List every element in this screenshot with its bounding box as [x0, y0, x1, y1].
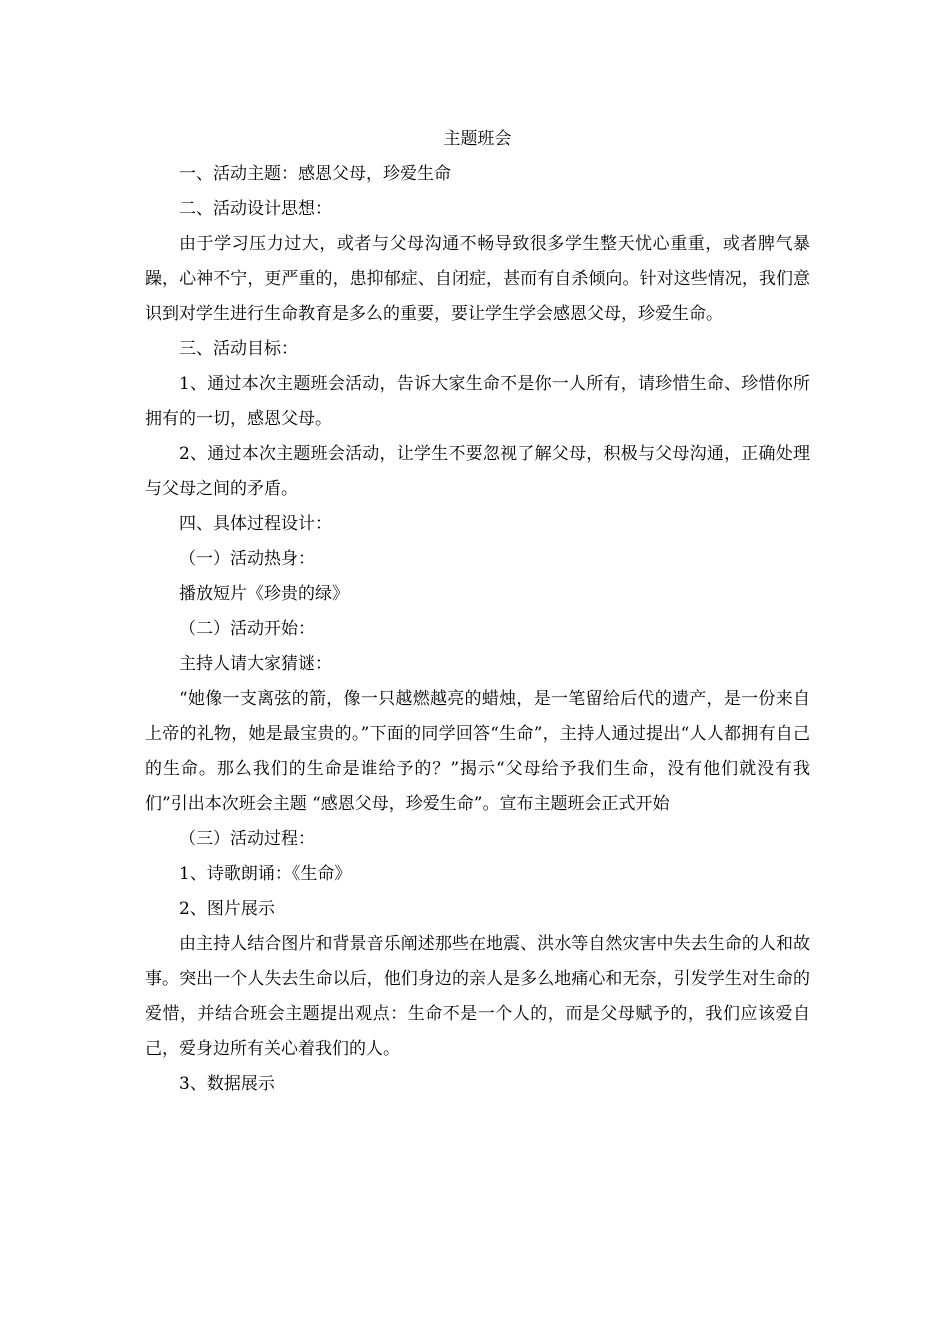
- activity-item-3: 3、数据展示: [179, 1074, 275, 1094]
- section-heading-design-idea: 二、活动设计思想：: [179, 199, 332, 219]
- paragraph-riddle: “她像一支离弦的箭，像一只越燃越亮的蜡烛，是一笔留给后代的遗产，是一份来自上帝的礼物，她是最宝贵的。”下面的同学回答“生命”，主持人通过提出“人人都拥有自己的生命。那么我们的生命是谁给予的？”揭示“父母给予我们生命，没有他们就没有我们”引出本次班会主题 “感恩父母，珍爱生命”。宣布主题班会正式开始: [145, 689, 810, 814]
- subheading-warmup: （一）活动热身：: [179, 549, 315, 569]
- section-heading-theme: 一、活动主题：感恩父母，珍爱生命: [179, 164, 451, 184]
- activity-item-1: 1、诗歌朗诵：《生命》: [179, 864, 352, 884]
- document-page: [145, 122, 810, 1102]
- section-heading-process: 四、具体过程设计：: [179, 514, 332, 534]
- paragraph-pictures: 由主持人结合图片和背景音乐阐述那些在地震、洪水等自然灾害中失去生命的人和故事。突出一个人失去生命以后，他们身边的亲人是多么地痛心和无奈，引发学生对生命的爱惜，并结合班会主题提出观点：生命不是一个人的，而是父母赋予的，我们应该爱自己，爱身边所有关心着我们的人。: [145, 934, 810, 1059]
- paragraph-riddle-intro: 主持人请大家猜谜：: [179, 654, 332, 674]
- section-heading-goals: 三、活动目标：: [179, 339, 298, 359]
- subheading-activity: （三）活动过程：: [179, 829, 315, 849]
- subheading-start: （二）活动开始：: [179, 619, 315, 639]
- goal-item-1: 1、通过本次主题班会活动，告诉大家生命不是你一人所有，请珍惜生命、珍惜你所拥有的一切，感恩父母。: [145, 374, 810, 429]
- paragraph-warmup: 播放短片《珍贵的绿》: [179, 584, 349, 604]
- document-title: 主题班会: [443, 129, 512, 149]
- paragraph-design-idea: 由于学习压力过大，或者与父母沟通不畅导致很多学生整天忧心重重，或者脾气暴躁，心神不宁，更严重的，患抑郁症、自闭症，甚而有自杀倾向。针对这些情况，我们意识到对学生进行生命教育是多么的重要，要让学生学会感恩父母，珍爱生命。: [145, 234, 810, 324]
- activity-item-2: 2、图片展示: [179, 899, 275, 919]
- goal-item-2: 2、通过本次主题班会活动，让学生不要忽视了解父母，积极与父母沟通，正确处理与父母之间的矛盾。: [145, 444, 810, 499]
